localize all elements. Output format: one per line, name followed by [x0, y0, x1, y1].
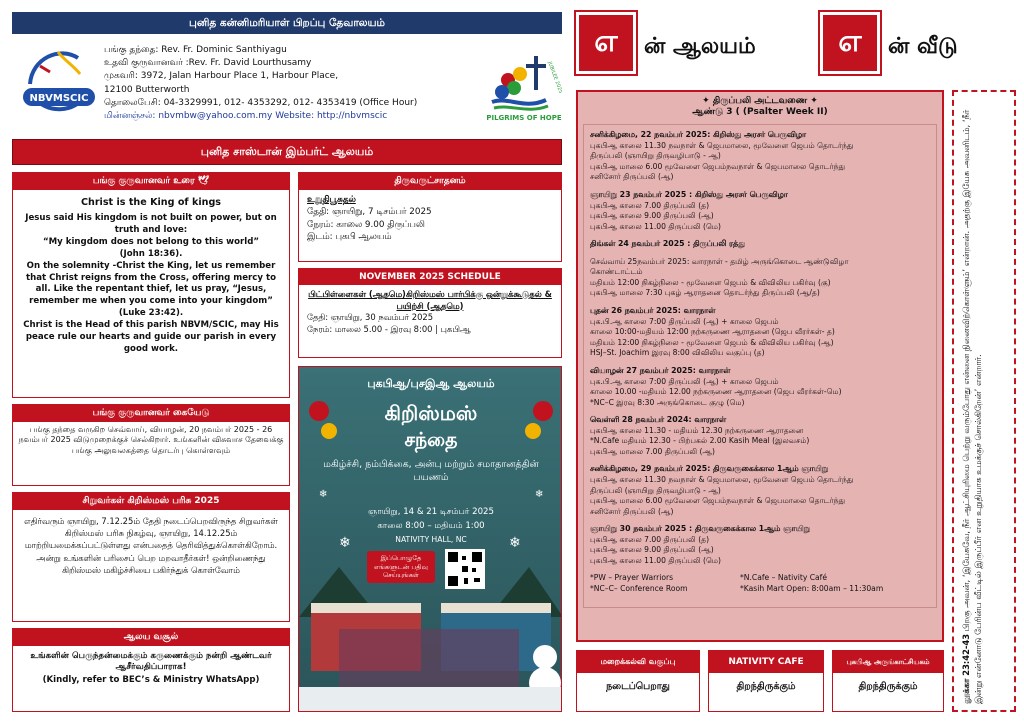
email-line[interactable]: மின்னஞ்சல்: nbvmbw@yahoo.com.my Website: http://nbvmscic [104, 111, 388, 122]
schedule-time: நேரம்: மாலை 5.00 - இரவு 8:00 | புகபிஆ [307, 323, 471, 334]
collection-text: உங்களின் பெருந்தன்மைக்கும் கருணைக்கும் நன்றி ஆண்டவர் ஆசீர்வதிப்பாராக! [30, 651, 272, 673]
jubilee-bottom-text: PILGRIMS OF HOPE [486, 114, 562, 122]
svg-text:❄: ❄ [535, 489, 544, 500]
poster-title-1: கிறிஸ்மஸ் [384, 401, 478, 425]
nativity-cafe-tab [708, 650, 824, 712]
collection-heading: ஆலய வசூல் [13, 629, 289, 646]
catechism-tab-label: மறைக்கல்வி வகுப்பு [577, 651, 699, 673]
verse-box [952, 90, 1016, 712]
address-line1: முகவரி: 3972, Jalan Harbour Place 1, Harbour Place, [104, 71, 339, 82]
mass-schedule-heading: ✦ திருப்பலி அட்டவணை ✦ [702, 96, 818, 106]
title-word-2: ன் வீடு [888, 34, 958, 59]
schedule-day-block: திங்கள் 24 நவம்பர் 2025 : திருப்பலி ரத்து [590, 239, 745, 249]
kids-gift-box [12, 492, 290, 622]
qr-code[interactable] [445, 549, 485, 589]
parish-logo [20, 44, 98, 128]
priest-note-text: பங்கு தந்தை வருகிற செவ்வாய், வியாழன், 20 நவம்பர் 2025 - 26 நவம்பர் 2025 விடுமுறைக்குச் செல்கிறார். உங்களின் விசுவாச தேவைக்கு பங்கு அலுவலகத்தை தொடர்பு கொள்ளவும் [18, 425, 284, 455]
museum-tab [832, 650, 944, 712]
sacrament-heading: திருவருட்சாதனம் [299, 173, 561, 190]
schedule-day-block: சனிக்கிழமை, 22 நவம்பர் 2025: கிறிஸ்து அரசர் பெருவிழா புகபிஆ காலை 11.30 நவநாள் & ஜெபமாலை, மூவேளை ஜெபம் தொடர்ந்து திருப்பலி (ஞாயிறு திருவழிபாடு - ஆ) புகபிஆ மாலை 6.00 மூவேளை ஜெபம்நவநாள் & ஜெபமாலை தொடர்ந்து சனிசோர் திருப்பலி (ஆ) [590, 130, 854, 182]
collection-box [12, 628, 290, 712]
message-line: Jesus said His kingdom is not built on power, but on truth and love: [25, 213, 277, 236]
header-banner: புனித கன்னிமரியாள் பிறப்பு தேவாலயம் [12, 12, 562, 34]
message-line: (John 18:36). [119, 248, 183, 259]
museum-tab-label: புகபிஆ அருங்காட்சியகம் [833, 651, 943, 673]
svg-text:❄: ❄ [319, 489, 328, 500]
kids-gift-heading: சிறுவர்கள் கிறிஸ்மஸ் பரிசு 2025 [13, 493, 289, 510]
schedule-legend: *PW – Prayer Warriors *N.Cafe – Nativity Café *NC–C– Conference Room *Kasih Mart Open: 8:00am – 11:30am [590, 573, 884, 593]
schedule-day-block: செவ்வாய் 25நவம்பர் 2025: வாரநாள் - தமிழ் அருங்கொடை ஆண்டுவிழா கொண்டாட்டம் மதியம் 12:00 நிகழ்நிலை - மூவேளை ஜெபம் & விவிலிய பகிர்வு (கு) புகபிஆ மாலை 7:30 புகழ் ஆராதனை தொடர்ந்து திருப்பலி (ஆ/த) [590, 257, 849, 298]
verse-text: பிறகு அவன், ‘இயேசுவே, நீர் ஆட்சியுரிமை பெற்று வரும்போது என்னை நினைவிற்கொள்ளும்’ என்றான். அதற்கு இயேசு அவனிடம், ‘நீர் இன்று என்னோடு பேரின்ப வீட்டில் இருப்பீர் என உறுதியாக உமக்குச் சொல்கிறேன்’ என்றார். [961, 109, 984, 704]
church-bar: புனித சாஸ்டான் இம்பர்ட் ஆலயம் [12, 139, 562, 165]
sacrament-sub: உறுதிபூசுதல் [307, 195, 356, 205]
parish-contact [104, 44, 496, 123]
jubilee-logo [484, 48, 562, 130]
priest-line: பங்கு தந்தை: Rev. Fr. Dominic Santhiyagu [104, 45, 287, 55]
title-row [574, 12, 1014, 82]
schedule-day-block: சனிக்கிழமை, 29 நவம்பர் 2025: திருவருகைக்கால 1ஆம் ஞாயிறு புகபிஆ காலை 11.30 நவநாள் & ஜெபமாலை, மூவேளை ஜெபம் தொடர்ந்து திருப்பலி (ஞாயிறு திருவழிபாடு - ஆ) புகபிஆ மாலை 6.00 மூவேளை ஜெபம்நவநாள் & ஜெபமாலை தொடர்ந்து சனிசோர் திருப்பலி (ஆ) [590, 464, 854, 516]
svg-text:❄: ❄ [509, 535, 521, 551]
poster-date: ஞாயிறு, 14 & 21 டிசம்பர் 2025 [368, 507, 494, 517]
poster-tagline: மகிழ்ச்சி, நம்பிக்கை, அன்பு மற்றும் சமாதானத்தின் பயணம் [323, 459, 539, 483]
svg-text:❄: ❄ [339, 535, 351, 551]
verse-ref: லூக்கா 23:42-43 [961, 633, 971, 704]
schedule-day-block: ஞாயிறு 23 நவம்பர் 2025 : கிறிஸ்து அரசர் பெருவிழா புகபிஆ காலை 7.00 திருப்பலி (த) புகபிஆ காலை 9.00 திருப்பலி (ஆ) புகபிஆ காலை 11.00 திருப்பலி (மெ) [590, 189, 788, 231]
catechism-tab-value: நடைப்பெறாது [606, 681, 670, 692]
poster-register: இப்பொழுதே எங்களுடன் பதிவு செய்யுங்கள் [367, 551, 435, 583]
poster-time: காலை 8:00 – மதியம் 1:00 [377, 521, 485, 531]
mass-schedule-panel [576, 90, 944, 642]
christmas-market-poster [298, 366, 562, 712]
title-letter-2: எ [820, 12, 880, 74]
schedule-day-block: புதன் 26 நவம்பர் 2025: வாரநாள் புக.பி.ஆ காலை 7:00 திருப்பலி (ஆ) + காலை ஜெபம் காலை 10:00-மதியம் 12:00 நற்கருணை ஆராதனை (ஜெப வீரர்கள்- த) மதியம் 12:00 நிகழ்நிலை - மூவேளை ஜெபம் & விவிலிய பகிர்வு (ஆ) HSJ–St. Joachim இரவு 8:00 விவிலிய வகுப்பு (த) [590, 305, 835, 358]
message-line: (Luke 23:42). [118, 308, 184, 319]
priest-note-heading: பங்கு குருவானவர் கையேடு [13, 405, 289, 422]
sacrament-place: இடம்: புகபி ஆலயம் [307, 231, 392, 242]
poster-venue: NATIVITY HALL, NC [395, 535, 467, 544]
message-line: Christ is the Head of this parish NBVM/SCIC, may His peace rule our hearts and guide our parish in every good work. [23, 319, 279, 354]
sacrament-date: தேதி: ஞாயிறு, 7 டிசம்பர் 2025 [307, 207, 432, 218]
schedule-title: பிட்பிள்ளைகள் (ஆதமெ)கிறிஸ்மஸ் பார்பிக்கு ஒன்றுக்கூடுதல் & பயிற்சி (ஆதமெ) [308, 289, 552, 311]
catechism-tab [576, 650, 700, 712]
sacrament-box [298, 172, 562, 262]
mass-schedule-subheading: ஆண்டு 3 ( (Psalter Week II) [692, 107, 828, 117]
schedule-day-block: வெள்ளி 28 நவம்பர் 2024: வாரநாள் புகபிஆ காலை 11.30 - மதியம் 12.30 நற்கருணை ஆராதனை *N.Cafe மதியம் 12.30 - பிற்பகல் 2.00 Kasih Meal (இலவசம்) புகபிஆ மாலை 7.00 திருப்பலி (ஆ) [590, 414, 810, 456]
message-line: On the solemnity -Christ the King, let us remember that Christ reigns from the Cross, offering mercy to all. Like the repentant thief, let us pray, “Jesus, remember me when you come into your kingdom” [25, 260, 276, 307]
assistant-line: உதவி குருவானவர் :Rev. Fr. David Lourthusamy [104, 58, 312, 69]
museum-tab-value: திறந்திருக்கும் [858, 681, 918, 692]
priest-note-box [12, 404, 290, 486]
nativity-cafe-value: திறந்திருக்கும் [736, 681, 796, 692]
poster-top: புகபிஆ/புசஇஆ ஆலயம் [367, 377, 495, 390]
november-schedule-box [298, 268, 562, 358]
priest-message-heading: பங்கு குருவானவர் உரை 🕊 [13, 173, 289, 190]
logo-text: NBVMSCIC [29, 93, 89, 104]
address-line2: 12100 Butterworth [104, 84, 190, 95]
collection-note: (Kindly, refer to BEC’s & Ministry WhatsApp) [42, 675, 260, 686]
kids-gift-text: எதிர்வரும் ஞாயிறு, 7.12.25ம் தேதி நடைப்பெறவிருந்த சிறுவர்கள் கிறிஸ்மஸ் பரிசு நிகழ்வு, ஞாயிறு, 14.12.25ம் மாற்றியமைக்கப்பட்டுள்ளது என்பதைத் தெரிவித்துக்கொள்கிறோம். அன்று உங்களின் பரிசைப் பெற மறவாதீர்கள்! ஒன்றிணைந்து கிறிஸ்மஸ் மகிழ்ச்சியை பகிர்ந்துக் கொள்வோம் [24, 516, 278, 575]
november-schedule-heading: NOVEMBER 2025 SCHEDULE [299, 269, 561, 285]
schedule-day-block: வியாழன் 27 நவம்பர் 2025: வாரநாள் புக.பி.ஆ காலை 7:00 திருப்பலி (ஆ) + காலை ஜெபம் காலை 10.00 -மதியம் 12.00 நற்கருணை ஆராதனை (ஜெப வீரர்கள்-மெ) *NC–C இரவு 8:30 அருங்கொடை குழு (மெ) [590, 365, 842, 407]
priest-message-box [12, 172, 290, 398]
message-title: Christ is the King of kings [80, 197, 222, 208]
sacrament-time: நேரம்: காலை 9.00 திருப்பலி [307, 219, 425, 230]
phone-line: தொலைபேசி: 04-3329991, 012- 4353292, 012- 4353419 (Office Hour) [104, 97, 418, 108]
poster-title-2: சந்தை [404, 429, 458, 451]
schedule-day-block: ஞாயிறு 30 நவம்பர் 2025 : திருவருகைக்கால 1ஆம் ஞாயிறு புகபிஆ காலை 7.00 திருப்பலி (த) புகபிஆ காலை 9.00 திருப்பலி (ஆ) புகபிஆ காலை 11.00 திருப்பலி (மெ) [590, 524, 810, 565]
jubilee-top-text: JUBILEE 2025 [546, 60, 562, 95]
nativity-cafe-label: NATIVITY CAFE [709, 651, 823, 673]
title-word-1: ன் ஆலயம் [644, 34, 756, 59]
message-line: “My kingdom does not belong to this world” [42, 236, 260, 247]
schedule-date: தேதி: ஞாயிறு, 30 நவம்பர் 2025 [307, 312, 434, 323]
title-letter-1: எ [576, 12, 636, 74]
